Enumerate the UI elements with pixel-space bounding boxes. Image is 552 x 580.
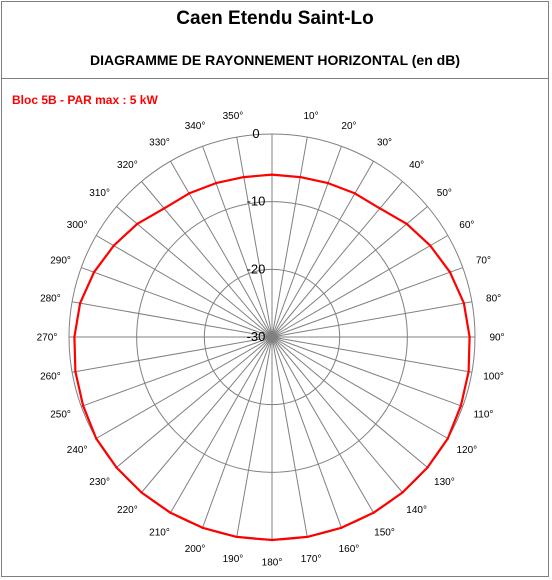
angle-tick-label-310: 310°	[89, 187, 110, 199]
series-point-130	[426, 466, 428, 468]
series-point-280	[79, 302, 81, 304]
radial-tick-label-minus10: -10	[246, 193, 266, 209]
series-point-200	[201, 527, 203, 529]
series-point-220	[140, 491, 142, 493]
series-point-240	[95, 437, 97, 439]
series-point-10	[299, 176, 301, 178]
series-point-50	[406, 223, 408, 225]
series-point-160	[340, 527, 342, 529]
angle-tick-label-300: 300°	[66, 220, 88, 231]
series-point-260	[74, 370, 76, 372]
series-point-190	[236, 536, 238, 538]
series-point-140	[401, 491, 403, 493]
radial-tick-label-0: 0	[252, 126, 260, 141]
angle-tick-label-270: 270°	[36, 332, 58, 344]
angle-tick-label-20: 20°	[341, 121, 357, 133]
series-point-20	[327, 182, 329, 184]
angle-tick-label-40: 40°	[409, 160, 425, 172]
angle-tick-label-100: 100°	[483, 371, 504, 383]
angle-tick-label-90: 90°	[489, 332, 505, 344]
angle-tick-label-280: 280°	[40, 293, 61, 305]
chart-subtitle: DIAGRAMME DE RAYONNEMENT HORIZONTAL (en dB)	[90, 52, 460, 68]
series-point-250	[82, 405, 84, 407]
series-point-100	[467, 370, 469, 372]
series-point-310	[136, 223, 138, 225]
series-point-300	[113, 244, 115, 246]
angle-tick-label-180: 180°	[261, 557, 283, 569]
angle-tick-label-230: 230°	[89, 477, 110, 489]
angle-tick-label-50: 50°	[436, 187, 452, 199]
angle-tick-label-330: 330°	[149, 137, 170, 149]
series-point-320	[163, 207, 165, 209]
angle-tick-label-140: 140°	[406, 504, 427, 516]
series-point-80	[463, 302, 465, 304]
series-point-60	[429, 244, 431, 246]
series-point-0	[271, 173, 273, 175]
angle-tick-label-320: 320°	[117, 160, 138, 172]
chart-title: Caen Etendu Saint-Lo	[176, 8, 374, 29]
angle-tick-label-150: 150°	[374, 527, 395, 539]
angle-tick-label-30: 30°	[376, 137, 393, 149]
angle-tick-label-340: 340°	[184, 121, 206, 133]
series-point-30	[354, 192, 356, 194]
series-point-270	[73, 336, 75, 338]
angle-tick-label-60: 60°	[459, 220, 475, 231]
angle-tick-label-240: 240°	[66, 445, 88, 456]
series-point-210	[169, 512, 171, 514]
series-point-40	[379, 207, 381, 209]
angle-tick-label-260: 260°	[40, 371, 61, 383]
series-point-230	[115, 466, 117, 468]
series-point-350	[243, 176, 245, 178]
series-point-290	[93, 271, 95, 273]
angle-tick-label-160: 160°	[338, 543, 360, 555]
series-point-170	[306, 536, 308, 538]
angle-tick-label-110: 110°	[473, 409, 494, 421]
series-point-330	[188, 192, 190, 194]
series-point-70	[449, 271, 451, 273]
angle-tick-label-210: 210°	[149, 527, 170, 539]
series-point-150	[372, 512, 374, 514]
angle-tick-label-200: 200°	[184, 543, 206, 555]
angle-tick-label-120: 120°	[456, 445, 478, 456]
angle-tick-label-170: 170°	[300, 554, 322, 566]
angle-tick-label-130: 130°	[434, 477, 455, 489]
angle-tick-label-290: 290°	[50, 255, 71, 267]
angle-tick-label-220: 220°	[117, 504, 138, 516]
series-point-90	[468, 336, 470, 338]
angle-tick-label-80: 80°	[486, 293, 502, 305]
angle-tick-label-350: 350°	[222, 110, 244, 122]
series-point-120	[447, 437, 449, 439]
angle-tick-label-10: 10°	[303, 110, 319, 122]
series-point-110	[460, 405, 462, 407]
radial-tick-label-minus20: -20	[246, 261, 266, 277]
radial-tick-label-minus30: -30	[246, 329, 266, 344]
series-point-180	[271, 539, 273, 541]
angle-tick-label-250: 250°	[50, 409, 71, 421]
angle-tick-label-190: 190°	[222, 554, 244, 566]
legend-series-label: Bloc 5B - PAR max : 5 kW	[12, 93, 158, 107]
angle-tick-label-70: 70°	[475, 255, 491, 267]
series-point-340	[215, 182, 217, 184]
